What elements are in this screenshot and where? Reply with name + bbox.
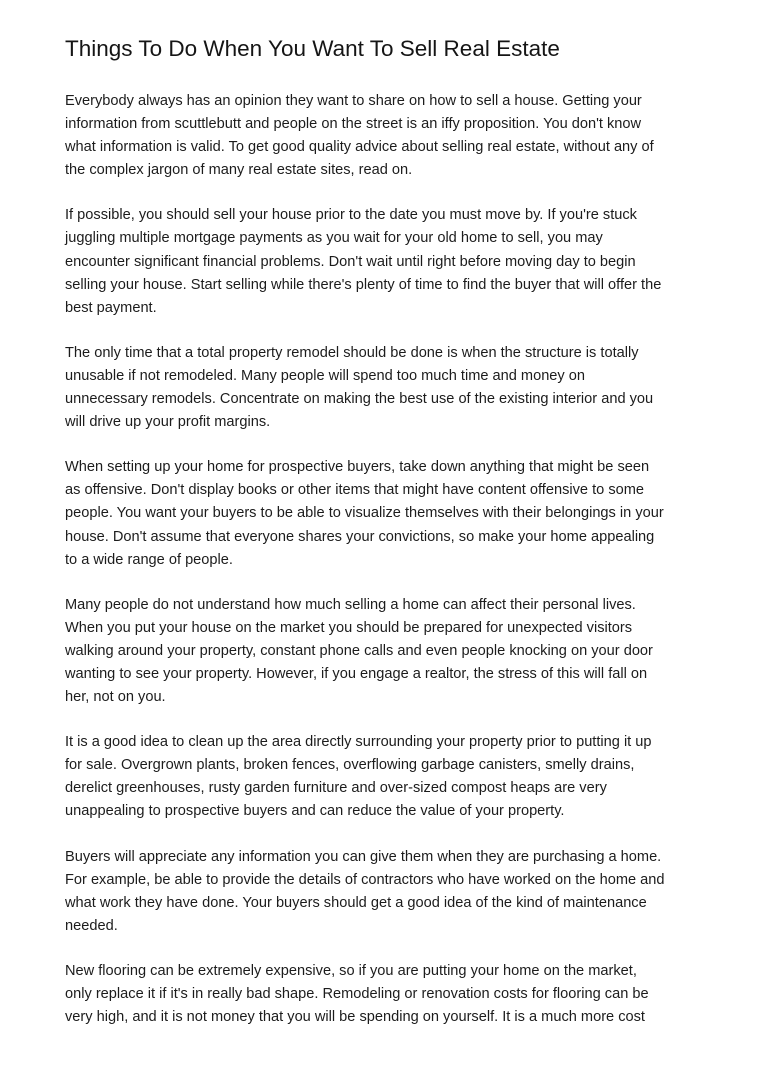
paragraph-line: information from scuttlebutt and people on the street is an iffy proposition. You don't know xyxy=(65,116,642,133)
paragraph xyxy=(65,204,707,319)
paragraph-line: to a wide range of people. xyxy=(65,551,233,568)
paragraph-line: unusable if not remodeled. Many people will spend too much time and money on xyxy=(65,367,586,384)
paragraph-line: If possible, you should sell your house prior to the date you must move by. If you're stuck xyxy=(65,207,637,224)
paragraph-line: New flooring can be extremely expensive, so if you are putting your home on the market, xyxy=(65,962,637,979)
paragraph-line: only replace it if it's in really bad shape. Remodeling or renovation costs for flooring can be xyxy=(65,986,649,1002)
paragraph-line: best payment. xyxy=(65,299,157,316)
paragraph-line: Buyers will appreciate any information you can give them when they are purchasing a home. xyxy=(65,848,662,865)
paragraph-line: Many people do not understand how much selling a home can affect their personal lives. xyxy=(65,596,636,613)
document-page xyxy=(65,34,707,1051)
paragraph-line: derelict greenhouses, rusty garden furniture and over-sized compost heaps are very xyxy=(65,780,607,797)
document-body xyxy=(65,90,707,1029)
paragraph-line: house. Don't assume that everyone shares your convictions, so make your home appealing xyxy=(65,528,655,545)
page-title: Things To Do When You Want To Sell Real Estate xyxy=(65,36,560,61)
paragraph xyxy=(65,846,707,938)
paragraph-line: selling your house. Start selling while there's plenty of time to find the buyer that will offer the xyxy=(65,276,662,293)
paragraph-line: Everybody always has an opinion they want to share on how to sell a house. Getting your xyxy=(65,93,642,109)
paragraph-line: juggling multiple mortgage payments as you wait for your old home to sell, you may xyxy=(65,230,603,247)
paragraph-line: her, not on you. xyxy=(65,689,166,706)
paragraph-line: will drive up your profit margins. xyxy=(65,414,271,431)
paragraph xyxy=(65,594,707,709)
paragraph-line: unappealing to prospective buyers and can reduce the value of your property. xyxy=(65,803,565,820)
paragraph-line: encounter significant financial problems. Don't wait until right before moving day to begin xyxy=(65,253,636,270)
paragraph-line: very high, and it is not money that you will be spending on yourself. It is a much more cost xyxy=(65,1009,645,1026)
paragraph xyxy=(65,342,707,434)
paragraph-line: needed. xyxy=(65,917,118,934)
paragraph-line: unnecessary remodels. Concentrate on making the best use of the existing interior and you xyxy=(65,391,654,408)
paragraph-line: It is a good idea to clean up the area directly surrounding your property prior to putting it up xyxy=(65,734,652,751)
paragraph-line: the complex jargon of many real estate sites, read on. xyxy=(65,162,413,179)
paragraph-line: The only time that a total property remodel should be done is when the structure is totally xyxy=(65,344,639,361)
paragraph-line: For example, be able to provide the details of contractors who have worked on the home and xyxy=(65,871,665,888)
paragraph xyxy=(65,90,707,182)
paragraph-line: walking around your property, constant phone calls and even people knocking on your door xyxy=(65,642,653,659)
paragraph-line: When you put your house on the market you should be prepared for unexpected visitors xyxy=(65,619,633,636)
paragraph-line: people. You want your buyers to be able to visualize themselves with their belongings in your xyxy=(65,505,664,522)
paragraph xyxy=(65,456,707,571)
paragraph-line: for sale. Overgrown plants, broken fences, overflowing garbage canisters, smelly drains, xyxy=(65,757,635,774)
paragraph-line: as offensive. Don't display books or other items that might have content offensive to some xyxy=(65,482,645,499)
paragraph-line: what work they have done. Your buyers should get a good idea of the kind of maintenance xyxy=(65,894,647,911)
paragraph xyxy=(65,731,707,823)
paragraph xyxy=(65,960,707,1029)
paragraph-line: what information is valid. To get good quality advice about selling real estate, without any of xyxy=(65,139,654,156)
paragraph-line: wanting to see your property. However, if you engage a realtor, the stress of this will fall on xyxy=(65,665,648,682)
paragraph-line: When setting up your home for prospective buyers, take down anything that might be seen xyxy=(65,459,650,476)
